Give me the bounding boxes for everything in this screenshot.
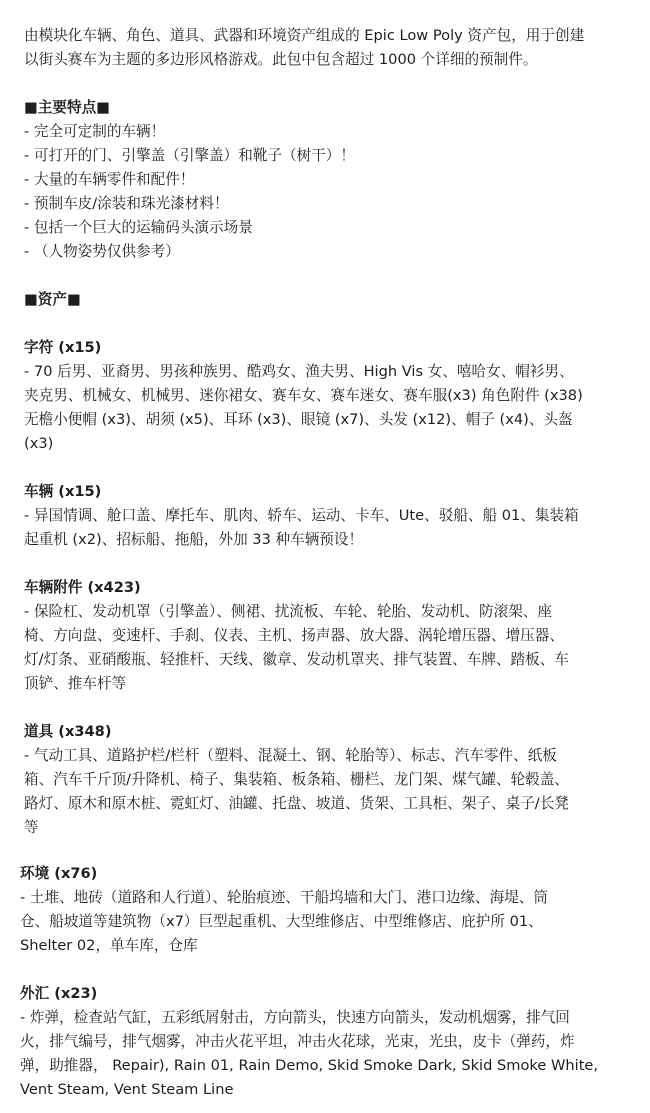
features-heading: ■主要特点■	[24, 99, 110, 116]
section-line: 火，排气编号，排气烟雾，冲击火花平坦，冲击火花球，光束，光虫，皮卡（弹药，炸	[20, 1033, 575, 1050]
feature-item: - 包括一个巨大的运输码头演示场景	[24, 219, 253, 236]
section-line: (x3)	[24, 435, 54, 452]
section-line: 无檐小便帽 (x3)、胡须 (x5)、耳环 (x3)、眼镜 (x7)、头发 (x12)、帽子 (x4)、头盔	[24, 411, 573, 428]
feature-item: - 完全可定制的车辆！	[24, 123, 166, 140]
section-line: 夹克男、机械女、机械男、迷你裙女、赛车女、赛车迷女、赛车服(x3) 角色附件 (x38)	[24, 387, 583, 404]
section-title: 外汇 (x23)	[20, 985, 98, 1002]
section-vehicle-attachments	[24, 576, 569, 696]
section-props	[24, 720, 569, 840]
feature-item: - 大量的车辆零件和配件！	[24, 171, 195, 188]
section-title: 字符 (x15)	[24, 339, 102, 356]
section-line: 灯/灯条、亚硝酸瓶、轻推杆、天线、徽章、发动机罩夹、排气装置、车牌、踏板、车	[24, 651, 569, 668]
feature-item: - 可打开的门、引擎盖（引擎盖）和靴子（树干）！	[24, 147, 355, 164]
assets-heading-block	[24, 288, 81, 312]
section-title: 环境 (x76)	[20, 865, 98, 882]
intro-line: 以街头赛车为主题的多边形风格游戏。此包中包含超过 1000 个详细的预制件。	[24, 51, 538, 68]
section-line: Vent Steam, Vent Steam Line	[20, 1081, 234, 1098]
feature-item: - 预制车皮/涂装和珠光漆材料！	[24, 195, 229, 212]
section-line: 弹，助推器， Repair), Rain 01, Rain Demo, Skid Smoke Dark, Skid Smoke White,	[20, 1057, 599, 1074]
intro-line: 由模块化车辆、角色、道具、武器和环境资产组成的 Epic Low Poly 资产包，用于创建	[24, 27, 585, 44]
section-line: Shelter 02，单车库，仓库	[20, 937, 198, 954]
section-title: 车辆 (x15)	[24, 483, 102, 500]
section-line: 椅、方向盘、变速杆、手刹、仪表、主机、扬声器、放大器、涡轮增压器、增压器、	[24, 627, 564, 644]
section-line: - 土堆、地砖（道路和人行道）、轮胎痕迹、干船坞墙和大门、港口边缘、海堤、筒	[20, 889, 548, 906]
section-characters	[24, 336, 583, 456]
intro-paragraph	[24, 24, 584, 72]
section-line: 等	[24, 819, 39, 836]
section-line: - 炸弹，检查站气缸，五彩纸屑射击，方向箭头，快速方向箭头，发动机烟雾，排气回	[20, 1009, 570, 1026]
section-line: 路灯、原木和原木桩、霓虹灯、油罐、托盘、坡道、货架、工具柜、架子、桌子/长凳	[24, 795, 569, 812]
section-line: - 保险杠、发动机罩（引擎盖）、侧裙、扰流板、车轮、轮胎、发动机、防滚架、座	[24, 603, 552, 620]
section-fx	[20, 982, 598, 1102]
section-title: 车辆附件 (x423)	[24, 579, 141, 596]
section-line: - 70 后男、亚裔男、男孩种族男、酷鸡女、渔夫男、High Vis 女、嘻哈女、帽衫男、	[24, 363, 574, 380]
section-line: 仓、船坡道等建筑物（x7）巨型起重机、大型维修店、中型维修店、庇护所 01、	[20, 913, 543, 930]
section-line: 顶铲、推车杆等	[24, 675, 127, 692]
assets-heading: ■资产■	[24, 291, 81, 308]
section-line: - 气动工具、道路护栏/栏杆（塑料、混凝土、钢、轮胎等）、标志、汽车零件、纸板	[24, 747, 557, 764]
section-environment	[20, 862, 548, 958]
section-line: - 异国情调、舱口盖、摩托车、肌肉、轿车、运动、卡车、Ute、驳船、船 01、集装箱	[24, 507, 579, 524]
feature-item: - （人物姿势仅供参考）	[24, 243, 180, 260]
section-vehicles	[24, 480, 579, 552]
features-list	[24, 96, 355, 264]
section-line: 起重机 (x2)、招标船、拖船，外加 33 种车辆预设！	[24, 531, 364, 548]
section-line: 箱、汽车千斤顶/升降机、椅子、集装箱、板条箱、栅栏、龙门架、煤气罐、轮毂盖、	[24, 771, 569, 788]
section-title: 道具 (x348)	[24, 723, 112, 740]
